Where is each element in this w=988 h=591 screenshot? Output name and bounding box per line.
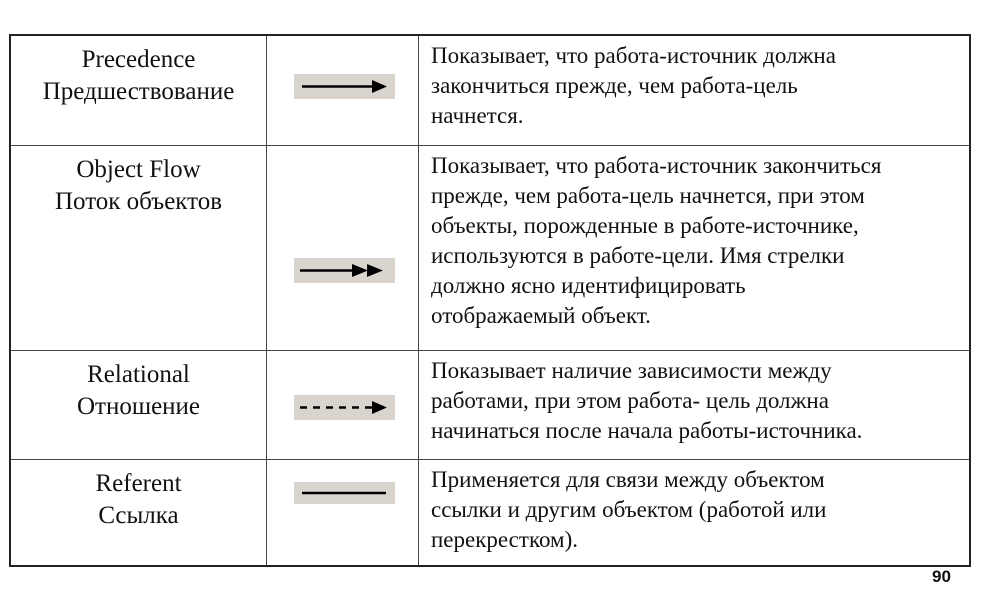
arrow-name-ru: Ссылка (98, 502, 179, 529)
desc-line: используются в работе-цели. Имя стрелки (431, 243, 845, 268)
table-row (11, 459, 969, 565)
desc-line: начинаться после начала работы-источника. (431, 418, 863, 443)
arrow-name-cell (11, 460, 267, 565)
arrow-description (419, 36, 969, 145)
arrow-name-ru: Отношение (76, 393, 201, 420)
desc-line: работами, при этом работа- цель должна (431, 388, 829, 413)
arrow-name-ru: Предшествование (42, 78, 235, 105)
solid-arrow-icon (294, 74, 395, 99)
table-row (11, 350, 969, 459)
arrow-symbol-cell (267, 460, 419, 565)
arrow-symbol-cell (267, 36, 419, 145)
desc-line: объекты, порожденные в работе-источнике, (431, 213, 859, 238)
arrow-symbol-cell (267, 146, 419, 350)
arrow-name-ru: Поток объектов (54, 188, 223, 215)
dashed-arrow-icon (294, 395, 395, 420)
arrow-name-en: Relational (87, 361, 190, 388)
arrow-name-en: Object Flow (76, 156, 201, 183)
desc-line: Показывает, что работа-источник должна (431, 43, 836, 68)
desc-line: ссылки и другим объектом (работой или (431, 497, 827, 522)
arrow-name-en: Precedence (81, 46, 196, 73)
arrow-description (419, 460, 969, 565)
desc-line: должно ясно идентифицировать (431, 273, 746, 298)
arrow-name-cell (11, 351, 267, 459)
arrow-symbol-cell (267, 351, 419, 459)
desc-line: начнется. (431, 103, 524, 128)
arrow-name-en: Referent (95, 470, 182, 497)
plain-line-icon (294, 482, 395, 504)
arrow-description (419, 146, 969, 350)
desc-line: Показывает, что работа-источник закончиться (431, 153, 882, 178)
table-row (11, 36, 969, 145)
arrow-name-cell (11, 36, 267, 145)
arrow-description (419, 351, 969, 459)
table-row (11, 145, 969, 350)
arrow-name-cell (11, 146, 267, 350)
desc-line: Показывает наличие зависимости между (431, 358, 832, 383)
desc-line: прежде, чем работа-цель начнется, при этом (431, 183, 865, 208)
desc-line: отображаемый объект. (431, 303, 651, 328)
double-head-arrow-icon (294, 258, 395, 283)
desc-line: закончиться прежде, чем работа-цель (431, 73, 798, 98)
desc-line: Применяется для связи между объектом (431, 467, 825, 492)
page-number: 90 (932, 567, 951, 586)
arrow-types-table (9, 34, 971, 567)
desc-line: перекрестком). (431, 527, 578, 552)
